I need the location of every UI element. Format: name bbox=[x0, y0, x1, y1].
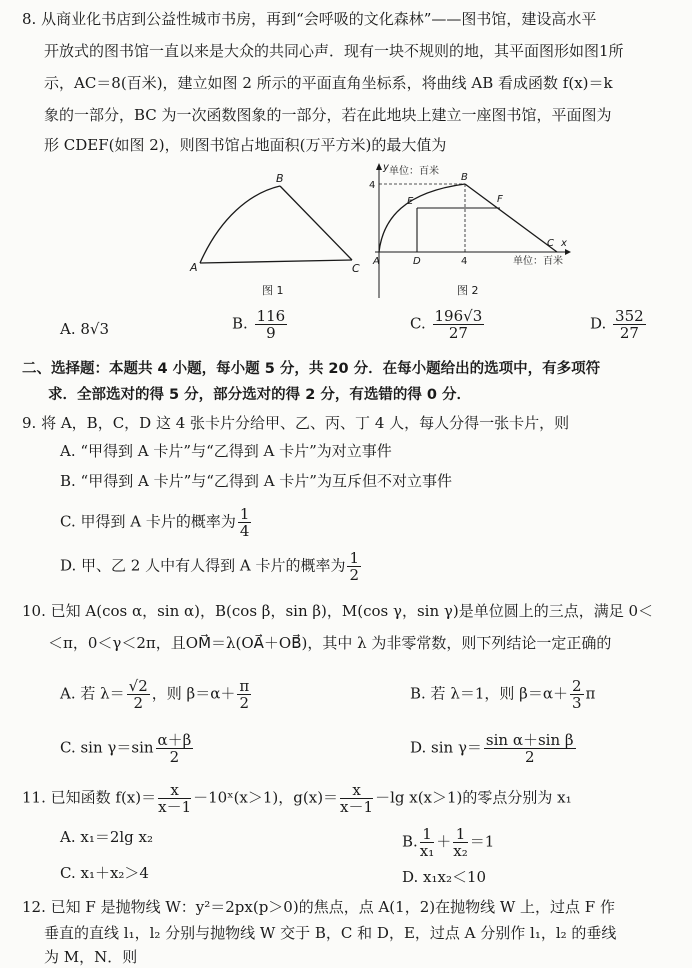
q8-option-b-num: 116 bbox=[256, 307, 286, 325]
q8-line-3: 示，AC＝8(百米)，建立如图 2 所示的平面直角坐标系，将曲线 AB 看成函数 f(x)＝k bbox=[44, 74, 613, 92]
q8-option-d-num: 352 bbox=[615, 307, 644, 325]
q8-option-d bbox=[590, 308, 648, 341]
q11-stem-post: －lg x(x＞1)的零点分别为 x₁ bbox=[375, 788, 572, 807]
fig1-line-ac bbox=[200, 260, 352, 263]
q11-stem-pre: 11. 已知函数 f(x)＝ bbox=[22, 788, 157, 807]
q9-option-c-num: 1 bbox=[239, 505, 250, 523]
q9-stem: 9. 将 A，B，C，D 这 4 张卡片分给甲、乙、丙、丁 4 人，每人分得一张卡片，则 bbox=[22, 414, 570, 432]
figure-2 bbox=[365, 158, 575, 303]
fig1-caption: 图 1 bbox=[262, 284, 284, 297]
q10-option-d-den: 2 bbox=[524, 748, 535, 766]
q11-option-b bbox=[402, 826, 494, 859]
q8-line-5: 形 CDEF(如图 2)，则图书馆占地面积(万平方米)的最大值为 bbox=[44, 136, 447, 154]
q11-f-den: x－1 bbox=[158, 798, 192, 816]
fig2-label-d: D bbox=[413, 256, 421, 267]
q8-option-d-den: 27 bbox=[619, 324, 639, 342]
q8-option-c-num: 196√3 bbox=[434, 307, 483, 325]
q11-option-b-d1: x₁ bbox=[419, 842, 435, 860]
fig2-label-b: B bbox=[461, 172, 468, 183]
q11-option-b-d2: x₂ bbox=[453, 842, 468, 860]
q10-option-b-num: 2 bbox=[571, 677, 582, 695]
section-2-header-line-1: 二、选择题：本题共 4 小题，每小题 5 分，共 20 分．在每小题给出的选项中，有多项符 bbox=[22, 361, 601, 377]
q8-option-b bbox=[232, 308, 289, 341]
q11-g-num: x bbox=[340, 782, 373, 799]
q11-option-b-n2: 1 bbox=[453, 826, 467, 843]
q11-option-b-n1: 1 bbox=[420, 826, 434, 843]
q10-option-a-mid: ，则 β＝α＋ bbox=[151, 684, 236, 703]
q8-option-a-value: 8√3 bbox=[80, 320, 110, 338]
fig1-label-c: C bbox=[352, 262, 360, 275]
q8-option-a bbox=[60, 320, 109, 338]
q11-option-c: C. x₁＋x₂＞4 bbox=[60, 864, 149, 882]
q8-option-b-den: 9 bbox=[266, 324, 276, 342]
q8-option-d-label: D. bbox=[590, 314, 607, 333]
q9-option-d-den: 2 bbox=[349, 566, 360, 584]
fig2-tick-x: 4 bbox=[461, 256, 468, 267]
q10-option-a-pre: A. 若 λ＝ bbox=[60, 684, 125, 703]
fig2-tick-y: 4 bbox=[369, 180, 376, 191]
q11-f-num: x bbox=[158, 782, 191, 799]
q10-option-d bbox=[410, 732, 578, 765]
q11-option-b-post: ＝1 bbox=[469, 832, 495, 851]
q11-option-a: A. x₁＝2lg x₂ bbox=[60, 828, 154, 846]
q9-option-c bbox=[60, 506, 253, 539]
q10-option-a-num: √2 bbox=[128, 677, 148, 695]
q9-option-c-text: C. 甲得到 A 卡片的概率为 bbox=[60, 512, 236, 531]
figure-1 bbox=[180, 168, 380, 303]
q9-option-c-den: 4 bbox=[239, 522, 250, 540]
fig2-unit-bottom: 单位：百米 bbox=[513, 256, 563, 267]
q12-line-1: 12. 已知 F 是抛物线 W：y²＝2px(p＞0)的焦点，点 A(1，2)在抛物线 W 上，过点 F 作 bbox=[22, 898, 615, 916]
q8-line-1: 8. 从商业化书店到公益性城市书房，再到“会呼吸的文化森林”——图书馆，建设高水平 bbox=[22, 10, 597, 28]
q10-option-d-pre: D. sin γ＝ bbox=[410, 738, 482, 757]
q11-stem-mid: －10ˣ(x＞1)，g(x)＝ bbox=[193, 788, 339, 807]
q10-option-a bbox=[60, 678, 253, 711]
fig2-label-c: C bbox=[547, 238, 554, 249]
fig2-axis-y: y bbox=[383, 162, 389, 173]
q11-option-b-pre: B. bbox=[402, 832, 418, 851]
q12-line-3: 为 M，N．则 bbox=[44, 948, 138, 966]
fig2-label-f: F bbox=[497, 194, 503, 205]
fig1-label-b: B bbox=[276, 172, 284, 185]
q8-option-b-label: B. bbox=[232, 314, 248, 333]
q8-option-c-den: 27 bbox=[448, 324, 468, 342]
q11-option-d: D. x₁x₂＜10 bbox=[402, 868, 487, 886]
fig1-label-a: A bbox=[190, 261, 198, 274]
q9-option-b: B. “甲得到 A 卡片”与“乙得到 A 卡片”为互斥但不对立事件 bbox=[60, 472, 452, 490]
q9-option-d bbox=[60, 550, 363, 583]
q8-option-c-label: C. bbox=[410, 314, 426, 333]
q10-option-c-num: α＋β bbox=[157, 731, 192, 749]
fig1-line-bc bbox=[280, 186, 352, 260]
q10-option-b-den: 3 bbox=[571, 694, 582, 712]
q10-option-a-den2: 2 bbox=[239, 694, 250, 712]
q10-line-1: 10. 已知 A(cos α，sin α)，B(cos β，sin β)，M(cos γ，sin γ)是单位圆上的三点，满足 0＜ bbox=[22, 602, 654, 620]
fig2-line-bc bbox=[465, 184, 557, 252]
q10-line-2: ＜π，0＜γ＜2π，且OM⃗＝λ(OA⃗＋OB⃗)，其中 λ 为非零常数，则下列结论一定正确的 bbox=[48, 634, 612, 652]
q10-option-c-den: 2 bbox=[169, 748, 180, 766]
q10-option-c bbox=[60, 732, 195, 765]
q12-line-2: 垂直的直线 l₁，l₂ 分别与抛物线 W 交于 B，C 和 D，E，过点 A 分别作 l₁，l₂ 的垂线 bbox=[44, 924, 617, 942]
q10-option-b-post: π bbox=[585, 684, 596, 703]
fig2-curve-ab bbox=[379, 184, 465, 252]
fig2-axis-x: x bbox=[561, 238, 567, 249]
fig2-label-e: E bbox=[407, 196, 414, 207]
q9-option-a: A. “甲得到 A 卡片”与“乙得到 A 卡片”为对立事件 bbox=[60, 442, 392, 460]
q10-option-b-pre: B. 若 λ＝1，则 β＝α＋ bbox=[410, 684, 568, 703]
q10-option-b bbox=[410, 678, 595, 711]
fig1-curve-ab bbox=[200, 186, 280, 263]
q10-option-d-num: sin α＋sin β bbox=[485, 731, 574, 749]
q9-option-d-num: 1 bbox=[349, 549, 360, 567]
q11-g-den: x－1 bbox=[340, 798, 374, 816]
q11-stem bbox=[22, 782, 572, 815]
q8-option-c bbox=[410, 308, 486, 341]
q8-line-2: 开放式的图书馆一直以来是大众的共同心声．现有一块不规则的地，其平面图形如图1所 bbox=[44, 42, 624, 60]
q10-option-a-num2: π bbox=[239, 677, 250, 695]
q10-option-c-pre: C. sin γ＝sin bbox=[60, 738, 154, 757]
section-2-header-line-2: 求．全部选对的得 5 分，部分选对的得 2 分，有选错的得 0 分． bbox=[48, 387, 472, 403]
q11-option-b-plus: ＋ bbox=[436, 832, 452, 851]
q10-option-a-den: 2 bbox=[133, 694, 143, 712]
fig2-unit-top: 单位：百米 bbox=[389, 166, 439, 177]
q8-line-4: 象的一部分，BC 为一次函数图象的一部分，若在此地块上建立一座图书馆，平面图为 bbox=[44, 106, 612, 124]
q8-option-a-label: A. bbox=[60, 320, 76, 338]
fig2-caption: 图 2 bbox=[457, 284, 479, 297]
fig2-label-a: A bbox=[373, 256, 380, 267]
q9-option-d-text: D. 甲、乙 2 人中有人得到 A 卡片的概率为 bbox=[60, 556, 346, 575]
